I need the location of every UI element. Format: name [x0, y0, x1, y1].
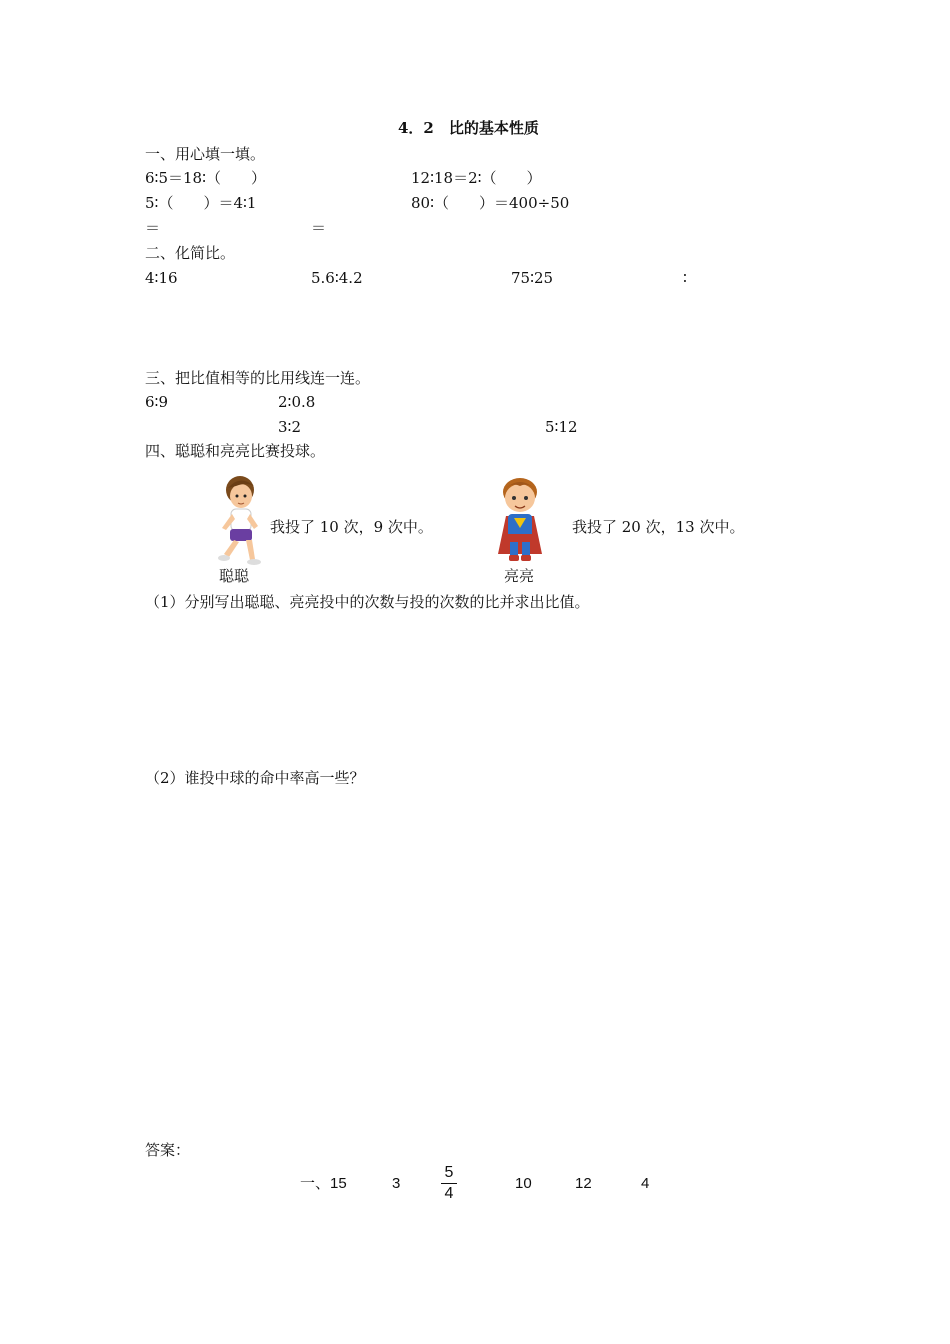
question-1: （1）分别写出聪聪、亮亮投中的次数与投的次数的比并求出比值。 — [145, 593, 590, 611]
answer-value: 10 — [515, 1175, 532, 1192]
answer-label: 答案： — [145, 1141, 191, 1159]
boy1-name: 聪聪 — [219, 568, 250, 585]
fill-item: 6∶5＝18∶（ ） — [145, 169, 266, 187]
simplify-item: 4∶16 — [145, 269, 178, 287]
fill-item: 12∶18＝2∶（ ） — [411, 169, 542, 187]
match-item: 5∶12 — [545, 418, 578, 436]
fill-item: 80∶（ ）＝400÷50 — [411, 194, 570, 212]
boy1-speech: 我投了 10 次，9 次中。 — [270, 518, 433, 536]
answer-value: 3 — [392, 1175, 401, 1192]
question-2: （2）谁投中球的命中率高一些？ — [145, 769, 365, 787]
answer-fraction — [439, 1164, 459, 1203]
boy2-speech: 我投了 20 次，13 次中。 — [572, 518, 745, 536]
answer-prefix: 一、15 — [300, 1175, 347, 1192]
boy-superhero-illustration — [492, 476, 548, 566]
match-item: 6∶9 — [145, 393, 168, 411]
match-item: 2∶0.8 — [278, 393, 316, 411]
simplify-item: ∶ — [683, 269, 687, 287]
fill-item: ＝ — [311, 219, 327, 237]
fraction-numerator: 5 — [444, 1164, 454, 1181]
simplify-item: 5.6∶4.2 — [311, 269, 363, 287]
section4-heading: 四、聪聪和亮亮比赛投球。 — [145, 442, 326, 460]
answer-value: 12 — [575, 1175, 592, 1192]
match-item: 3∶2 — [278, 418, 301, 436]
boy2-name: 亮亮 — [504, 568, 535, 585]
fill-item: 5∶（ ）＝4∶1 — [145, 194, 257, 212]
simplify-item: 75∶25 — [511, 269, 554, 287]
fraction-denominator: 4 — [444, 1185, 454, 1202]
section1-heading: 一、用心填一填。 — [145, 145, 266, 163]
section3-heading: 三、把比值相等的比用线连一连。 — [145, 369, 371, 387]
answer-value: 4 — [641, 1175, 650, 1192]
page-title: 4．2 比的基本性质 — [398, 119, 539, 137]
boy-runner-illustration — [210, 474, 266, 570]
fraction-bar — [441, 1183, 457, 1184]
fill-item: ＝ — [145, 219, 161, 237]
section2-heading: 二、化简比。 — [145, 244, 236, 262]
